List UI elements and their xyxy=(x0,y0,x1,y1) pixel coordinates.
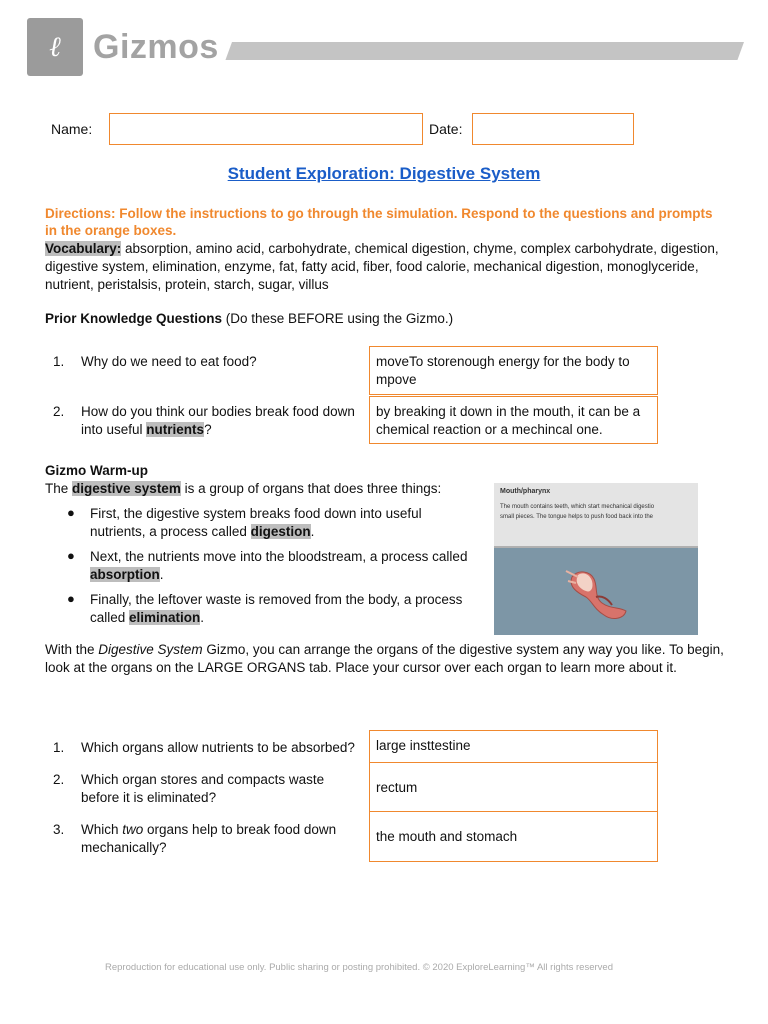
warmup-question-3-text xyxy=(81,821,356,857)
vocabulary-label: Vocabulary: xyxy=(45,241,122,256)
warmup-question-2-text: Which organ stores and compacts waste before it is eliminated? xyxy=(81,772,325,805)
bullet-icon: ● xyxy=(67,591,75,606)
prior-question-2-text-before: How do you think our bodies break food down into useful xyxy=(81,404,355,437)
simulation-text-line-1: The mouth contains teeth, which start mechanical digestio xyxy=(500,504,655,510)
prior-question-1-number: 1. xyxy=(53,354,65,369)
keyword-absorption: absorption xyxy=(90,567,160,582)
simulation-organ-description xyxy=(500,502,698,522)
warmup-bullet-2-before: Next, the nutrients move into the bloodstream, a process called xyxy=(90,549,468,564)
explorelearning-logo-icon xyxy=(27,18,83,76)
warmup-intro-after: is a group of organs that does three things: xyxy=(180,481,442,496)
keyword-nutrients: nutrients xyxy=(146,422,205,437)
bullet-icon: ● xyxy=(67,505,75,520)
warmup-heading: Gizmo Warm-up xyxy=(45,463,148,478)
simulation-text-line-2: small pieces. The tongue helps to push food back into the xyxy=(500,514,653,520)
date-label: Date: xyxy=(429,121,463,137)
warmup-question-1-number: 1. xyxy=(53,740,65,755)
simulation-screenshot xyxy=(494,483,698,635)
simulation-info-panel xyxy=(494,483,698,546)
warmup-bullet-1-before: First, the digestive system breaks food down into useful nutrients, a process called xyxy=(90,506,422,539)
vocabulary-paragraph xyxy=(45,240,725,294)
warmup-question-1-text: Which organs allow nutrients to be absorbed? xyxy=(81,740,355,755)
header-decorative-bar xyxy=(225,42,744,60)
paragraph-gizmo-name: Digestive System xyxy=(98,642,203,657)
warmup-bullet-1-after: . xyxy=(310,524,315,539)
warmup-bullet-3-after: . xyxy=(200,610,205,625)
name-field[interactable] xyxy=(109,113,423,145)
simulation-organ-title: Mouth/pharynx xyxy=(500,488,551,495)
warmup-question-3-number: 3. xyxy=(53,822,65,837)
gizmo-instructions-paragraph xyxy=(45,641,735,677)
warmup-answer-2-box[interactable]: rectum xyxy=(369,762,658,812)
bullet-icon: ● xyxy=(67,548,75,563)
copyright-footer: Reproduction for educational use only. Public sharing or posting prohibited. © 2020 ExploreLearning™ All rights reserved xyxy=(105,962,613,973)
logo-glyph: ℓ xyxy=(49,30,61,63)
warmup-intro xyxy=(45,480,441,498)
prior-knowledge-title: Prior Knowledge Questions xyxy=(45,311,223,326)
prior-question-2-number: 2. xyxy=(53,404,65,419)
prior-knowledge-note: (Do these BEFORE using the Gizmo.) xyxy=(222,311,454,326)
prior-question-2-text xyxy=(81,403,366,439)
prior-answer-2-box[interactable]: by breaking it down in the mouth, it can be a chemical reaction or a mechincal one. xyxy=(369,396,658,444)
prior-answer-1-box[interactable]: moveTo storenough energy for the body to mpove xyxy=(369,346,658,395)
page-title: Student Exploration: Digestive System xyxy=(227,164,541,183)
keyword-elimination: elimination xyxy=(129,610,201,625)
warmup-question-3-italic: two xyxy=(122,822,144,837)
paragraph-after: Gizmo, you can arrange the organs of the digestive system any way you like. To begin, look at the organs on the LARGE ORGANS tab. Place your cursor over each organ to learn more about it. xyxy=(45,642,724,675)
keyword-digestion: digestion xyxy=(250,524,311,539)
vocabulary-terms: absorption, amino acid, carbohydrate, chemical digestion, chyme, complex carbohydrate, digestion, digestive system, elimination, enzyme, fat, fatty acid, fiber, food calorie, mechanical digestion, monoglyceride, nutrient, peristalsis, protein, starch, sugar, villus xyxy=(45,241,719,292)
warmup-answer-1-box[interactable]: large insttestine xyxy=(369,730,658,763)
prior-question-2-text-after: ? xyxy=(204,422,212,437)
warmup-question-3-text-before: Which xyxy=(81,822,123,837)
prior-question-1-text: Why do we need to eat food? xyxy=(81,354,257,369)
warmup-bullet-1 xyxy=(90,505,470,541)
prior-knowledge-heading xyxy=(45,311,453,326)
warmup-question-2-number: 2. xyxy=(53,772,65,787)
simulation-divider xyxy=(494,546,698,548)
warmup-intro-before: The xyxy=(45,481,73,496)
mouth-organ-icon xyxy=(564,563,634,623)
warmup-bullet-2 xyxy=(90,548,470,584)
warmup-question-3-text-after: organs help to break food down mechanically? xyxy=(81,822,337,855)
warmup-answer-3-box[interactable]: the mouth and stomach xyxy=(369,811,658,862)
name-label: Name: xyxy=(51,121,93,137)
paragraph-before: With the xyxy=(45,642,99,657)
keyword-digestive-system: digestive system xyxy=(72,481,181,496)
date-field[interactable] xyxy=(472,113,634,145)
directions-text: Directions: Follow the instructions to go through the simulation. Respond to the questions and prompts in the orange boxes. xyxy=(45,206,713,238)
brand-name: Gizmos xyxy=(93,28,219,66)
warmup-bullet-2-after: . xyxy=(159,567,164,582)
warmup-bullet-3 xyxy=(90,591,470,627)
warmup-bullet-3-before: Finally, the leftover waste is removed from the body, a process called xyxy=(90,592,463,625)
